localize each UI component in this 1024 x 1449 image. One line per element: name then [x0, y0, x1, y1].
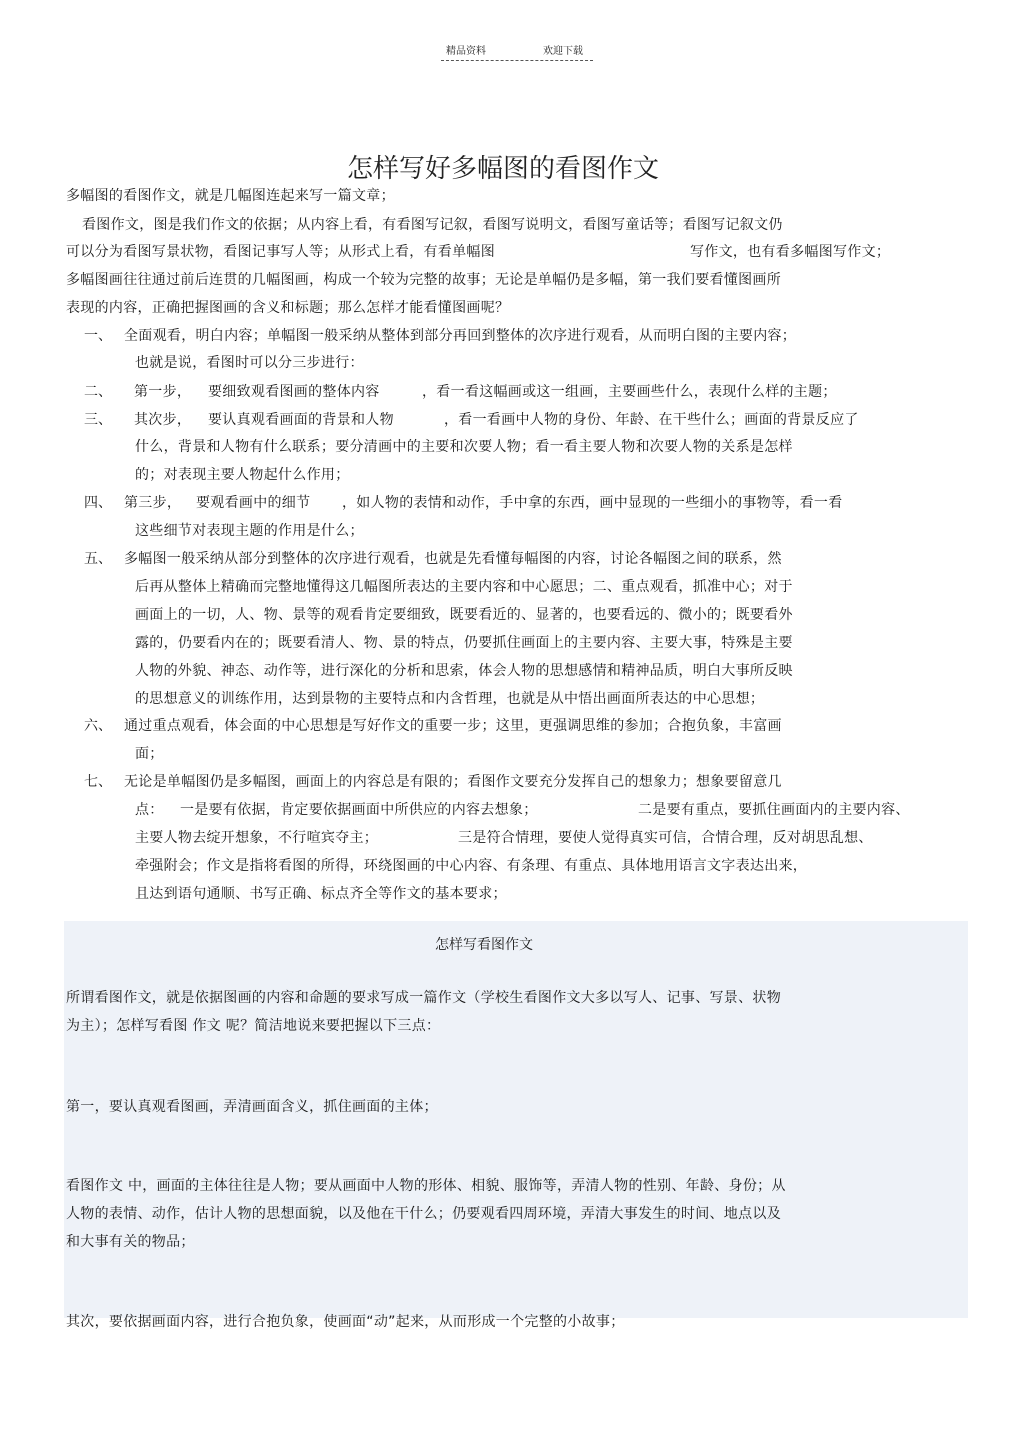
intro-line: 看图作文，图是我们作文的依据；从内容上看，有看图写记叙，看图写说明文，看图写童话等；看图写记叙文仍 — [82, 217, 783, 233]
item-line: 多幅图一般采纳从部分到整体的次序进行观看，也就是先看懂每幅图的内容，讨论各幅图之间的联系，然 — [124, 551, 782, 567]
item-number: 三、 — [84, 412, 112, 428]
item-number: 六、 — [84, 718, 112, 734]
intro-line: 多幅图画往往通过前后连贯的几幅图画，构成一个较为完整的故事；无论是单幅仍是多幅，第一我们要看懂图画所 — [66, 272, 781, 288]
item-line: 面； — [135, 746, 164, 762]
item-line: 一是要有依据，肯定要依据画面中所供应的内容去想象； — [180, 802, 538, 818]
item-line: 的思想意义的训练作用，达到景物的主要特点和内含哲理，也就是从中悟出画面所表达的中心思想； — [135, 691, 765, 707]
item-line: 什么，背景和人物有什么联系；要分清画中的主要和次要人物；看一看主要人物和次要人物的关系是怎样 — [135, 439, 793, 455]
section-line: 看图作文 中，画面的主体往往是人物；要从画面中人物的形体、相貌、服饰等，弄清人物的性别、年龄、身份；从 — [66, 1178, 786, 1194]
section-line: 和大事有关的物品； — [66, 1234, 195, 1250]
section-line: 为主）；怎样写看图 作文 呢？简洁地说来要把握以下三点： — [66, 1018, 441, 1034]
item-line: 其次步， — [134, 412, 192, 428]
item-line: 二是要有重点，要抓住画面内的主要内容、 — [638, 802, 910, 818]
item-line: 主要人物去绽开想象，不行喧宾夺主； — [135, 830, 379, 846]
item-number: 四、 — [84, 495, 112, 511]
section-line: 其次，要依据画面内容，进行合抱负象，使画面“动”起来，从而形成一个完整的小故事； — [66, 1314, 625, 1330]
intro-line: 写作文，也有看多幅图写作文； — [690, 244, 891, 260]
item-line: 后再从整体上精确而完整地懂得这几幅图所表达的主要内容和中心愿思；二、重点观看，抓准中心；对于 — [135, 579, 793, 595]
item-line: 露的，仍要看内在的；既要看清人、物、景的特点，仍要抓住画面上的主要内容、主要大事，特殊是主要 — [135, 635, 793, 651]
item-line: ，看一看这幅画或这一组画，主要画些什么，表现什么样的主题； — [422, 384, 837, 400]
item-line: ，看一看画中人物的身份、年龄、在干些什么；画面的背景反应了 — [444, 412, 859, 428]
item-line: 全面观看，明白内容；单幅图一般采纳从整体到部分再回到整体的次序进行观看，从而明白图的主要内容； — [124, 328, 797, 344]
intro-line: 可以分为看图写景状物，看图记事写人等；从形式上看，有看单幅图 — [66, 244, 495, 260]
item-number: 五、 — [84, 551, 112, 567]
page-header — [0, 42, 1024, 62]
item-line: 三是符合情理，要使人觉得真实可信，合情合理，反对胡思乱想、 — [458, 830, 873, 846]
item-line: 要细致观看图画的整体内容 — [208, 384, 380, 400]
item-number: 七、 — [84, 774, 112, 790]
shaded-section — [64, 921, 968, 1318]
item-line: ，如人物的表情和动作，手中拿的东西，画中显现的一些细小的事物等，看一看 — [342, 495, 843, 511]
intro-line: 多幅图的看图作文，就是几幅图连起来写一篇文章； — [66, 188, 395, 204]
page-title: 怎样写好多幅图的看图作文 — [346, 154, 659, 184]
item-line: 要认真观看画面的背景和人物 — [208, 412, 394, 428]
item-number: 二、 — [84, 384, 112, 400]
item-line: 画面上的一切，人、物、景等的观看肯定要细致，既要看近的、显著的，也要看远的、微小的；既要看外 — [135, 607, 793, 623]
item-line: 第一步， — [134, 384, 192, 400]
item-line: 通过重点观看，体会面的中心思想是写好作文的重要一步；这里，更强调思维的参加；合抱负象，丰富画 — [124, 718, 782, 734]
section-line: 所谓看图作文，就是依据图画的内容和命题的要求写成一篇作文（学校生看图作文大多以写人、记事、写景、状物 — [66, 990, 781, 1006]
section-line: 人物的表情、动作，估计人物的思想面貌，以及他在干什么；仍要观看四周环境，弄清大事发生的时间、地点以及 — [66, 1206, 781, 1222]
item-line: 无论是单幅图仍是多幅图，画面上的内容总是有限的；看图作文要充分发挥自己的想象力；想象要留意几 — [124, 774, 782, 790]
header-rule — [441, 60, 593, 61]
item-line: 且达到语句通顺、书写正确、标点齐全等作文的基本要求； — [135, 886, 507, 902]
section-title: 怎样写看图作文 — [435, 937, 533, 953]
item-line: 这些细节对表现主题的作用是什么； — [135, 523, 364, 539]
item-line: 要观看画中的细节 — [196, 495, 311, 511]
header-right-text: 欢迎下载 — [543, 46, 583, 57]
header-left-text: 精品资料 — [446, 46, 486, 57]
item-line: 人物的外貌、神态、动作等，进行深化的分析和思索，体会人物的思想感情和精神品质，明白大事所反映 — [135, 663, 793, 679]
item-line: 牵强附会；作文是指将看图的所得，环绕图画的中心内容、有条理、有重点、具体地用语言文字表达出来， — [135, 858, 808, 874]
item-number: 一、 — [84, 328, 112, 344]
item-line: 点： — [135, 802, 164, 818]
item-line: 的；对表现主要人物起什么作用； — [135, 467, 350, 483]
intro-line: 表现的内容，正确把握图画的含义和标题；那么怎样才能看懂图画呢？ — [66, 300, 510, 316]
item-line: 也就是说，看图时可以分三步进行： — [135, 355, 364, 371]
section-line: 第一，要认真观看图画，弄清画面含义，抓住画面的主体； — [66, 1099, 438, 1115]
item-line: 第三步， — [124, 495, 182, 511]
